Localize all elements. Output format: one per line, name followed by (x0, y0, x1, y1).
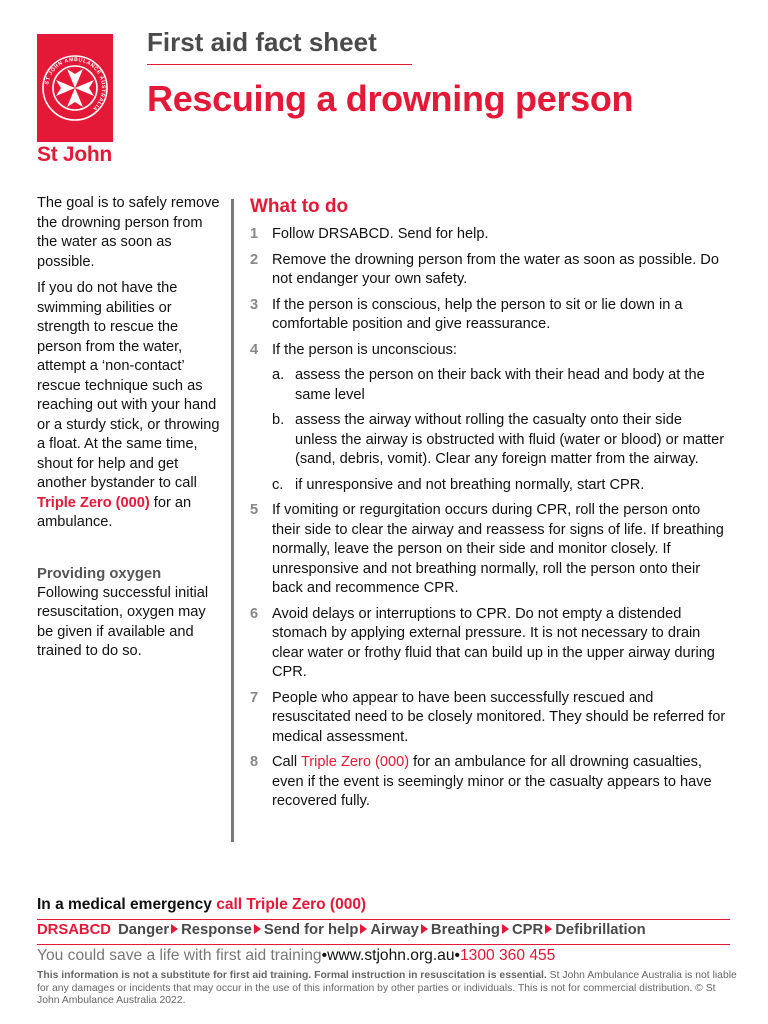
step-number: 3 (250, 296, 259, 313)
phone-link[interactable]: 1300 360 455 (459, 947, 556, 964)
sidebar-intro: The goal is to safely remove the drowning person from the water as soon as possible. (37, 195, 220, 270)
step-item (250, 341, 728, 496)
sub-step-letter: b. (272, 412, 285, 428)
sidebar (37, 194, 222, 669)
step-number: 4 (250, 341, 259, 358)
sidebar-rescue-text-end: for an ambulance. (37, 494, 192, 530)
logo-emblem (37, 34, 113, 142)
sub-step-item (272, 411, 728, 470)
disclaimer (37, 970, 737, 1008)
step-item (250, 501, 728, 599)
training-text: You could save a life with first aid training (37, 947, 322, 964)
drsabcd-item: Airway (370, 922, 419, 938)
step-number: 1 (250, 226, 259, 242)
emergency-banner (37, 896, 366, 914)
step-text: Avoid delays or interruptions to CPR. Do not empty a distended stomach by applying external pressure. It is not necessary to drain clear water or frothy fluid that can build up in the upper airway during CPR. (272, 605, 715, 680)
step-text: Remove the drowning person from the water as soon as possible. Do not endanger your own safety. (272, 251, 719, 287)
drsabcd-item: Breathing (430, 922, 500, 938)
arrow-right-icon (421, 924, 428, 934)
sub-steps-list (272, 366, 728, 495)
maltese-cross-icon (37, 34, 113, 142)
emergency-prefix: In a medical emergency (37, 896, 217, 913)
website-link[interactable]: www.stjohn.org.au (327, 947, 455, 964)
arrow-right-icon (171, 924, 178, 934)
sub-step-letter: c. (272, 476, 284, 493)
arrow-right-icon (360, 924, 367, 934)
arrow-right-icon (545, 924, 552, 934)
step-item (250, 689, 728, 748)
emergency-call: call Triple Zero (000) (216, 896, 367, 913)
step-text: If the person is conscious, help the person to sit or lie down in a comfortable position and give reassurance. (272, 296, 683, 332)
sub-step-text: assess the person on their back with their head and body at the same level (295, 367, 705, 403)
sub-step-item (272, 476, 728, 496)
steps-list (250, 225, 728, 812)
step-text (272, 754, 712, 809)
title-divider (147, 64, 412, 65)
section-heading: What to do (250, 196, 349, 217)
page-title: Rescuing a drowning person (147, 78, 634, 119)
disclaimer-text: St John Ambulance Australia is not liable for any damages or incidents that may occur in the use of this information by other parties or individuals. This is not for commercial distribution. © St John Ambulance Australia 2022. (37, 970, 737, 1007)
triple-zero-link: Triple Zero (000) (37, 494, 150, 511)
sub-step-text: if unresponsive and not breathing normally, start CPR. (295, 476, 645, 493)
triple-zero-link: Triple Zero (000) (300, 754, 410, 770)
svg-text:ST JOHN AMBULANCE AUSTRALIA: ST JOHN AMBULANCE AUSTRALIA (44, 56, 107, 112)
drsabcd-label: DRSABCD (37, 922, 111, 938)
oxygen-heading: Providing oxygen (37, 565, 162, 582)
column-divider (231, 199, 234, 842)
step-number: 8 (250, 754, 259, 770)
drsabcd-item: Response (181, 922, 252, 938)
disclaimer-bold: This information is not a substitute for first aid training. Formal instruction in resuscitation is essential. (37, 970, 547, 981)
drsabcd-item: Danger (118, 922, 170, 938)
step-text-end: for an ambulance for all drowning casualties, even if the event is seemingly minor or the casualty appears to have recovered fully. (272, 754, 712, 809)
step-number: 2 (250, 251, 259, 268)
sidebar-rescue-text: If you do not have the swimming abilities or strength to rescue the person from the water, attempt a ‘non-contact’ rescue technique such as reaching out with your hand or a sturdy stick, or throwing a float. At the same time, shout for help and get another bystander to call (37, 280, 220, 491)
sub-step-text: assess the airway without rolling the casualty onto their side unless the airway is obstructed with fluid (water or blood) or matter (sand, debris, vomit). Clear any foreign matter from the airway. (295, 412, 725, 467)
step-text-start: Call (272, 754, 301, 770)
oxygen-text: Following successful initial resuscitation, oxygen may be given if available and trained to do so. (37, 584, 209, 659)
step-item (250, 296, 728, 335)
arrow-right-icon (254, 924, 261, 934)
step-item (250, 753, 728, 812)
step-item (250, 605, 728, 683)
main-content (250, 195, 728, 818)
footer-rule-bottom (37, 944, 730, 945)
step-item (250, 225, 728, 245)
drsabcd-item: Send for help (263, 922, 359, 938)
arrow-right-icon (502, 924, 509, 934)
step-number: 5 (250, 502, 259, 518)
step-text: If vomiting or regurgitation occurs during CPR, roll the person onto their side to clear the airway and reassess for signs of life. If breathing normally, leave the person on their side and monitor closely. If unresponsive and not breathing normally, roll the person onto their back and recommence CPR. (272, 502, 724, 596)
step-text: People who appear to have been successfully rescued and resuscitated need to be closely monitored. They should be referred for medical assessment. (272, 689, 726, 745)
step-text: Follow DRSABCD. Send for help. (272, 226, 489, 242)
st-john-logo (37, 34, 113, 164)
sub-step-letter: a. (272, 367, 285, 383)
bullet-separator: • (454, 947, 460, 964)
step-number: 7 (250, 689, 259, 706)
step-number: 6 (250, 605, 259, 622)
logo-name: St John (37, 143, 112, 166)
drsabcd-strip (37, 922, 646, 938)
bullet-separator: • (321, 947, 328, 964)
footer-rule-top (37, 919, 730, 920)
step-item (250, 251, 728, 290)
training-line (37, 947, 555, 965)
sidebar-rescue-paragraph (37, 279, 222, 533)
document-type: First aid fact sheet (147, 27, 377, 57)
drsabcd-item: CPR (511, 922, 544, 938)
sub-step-item (272, 366, 728, 405)
drsabcd-item: Defibrillation (555, 922, 646, 938)
step-text: If the person is unconscious: (272, 341, 457, 358)
